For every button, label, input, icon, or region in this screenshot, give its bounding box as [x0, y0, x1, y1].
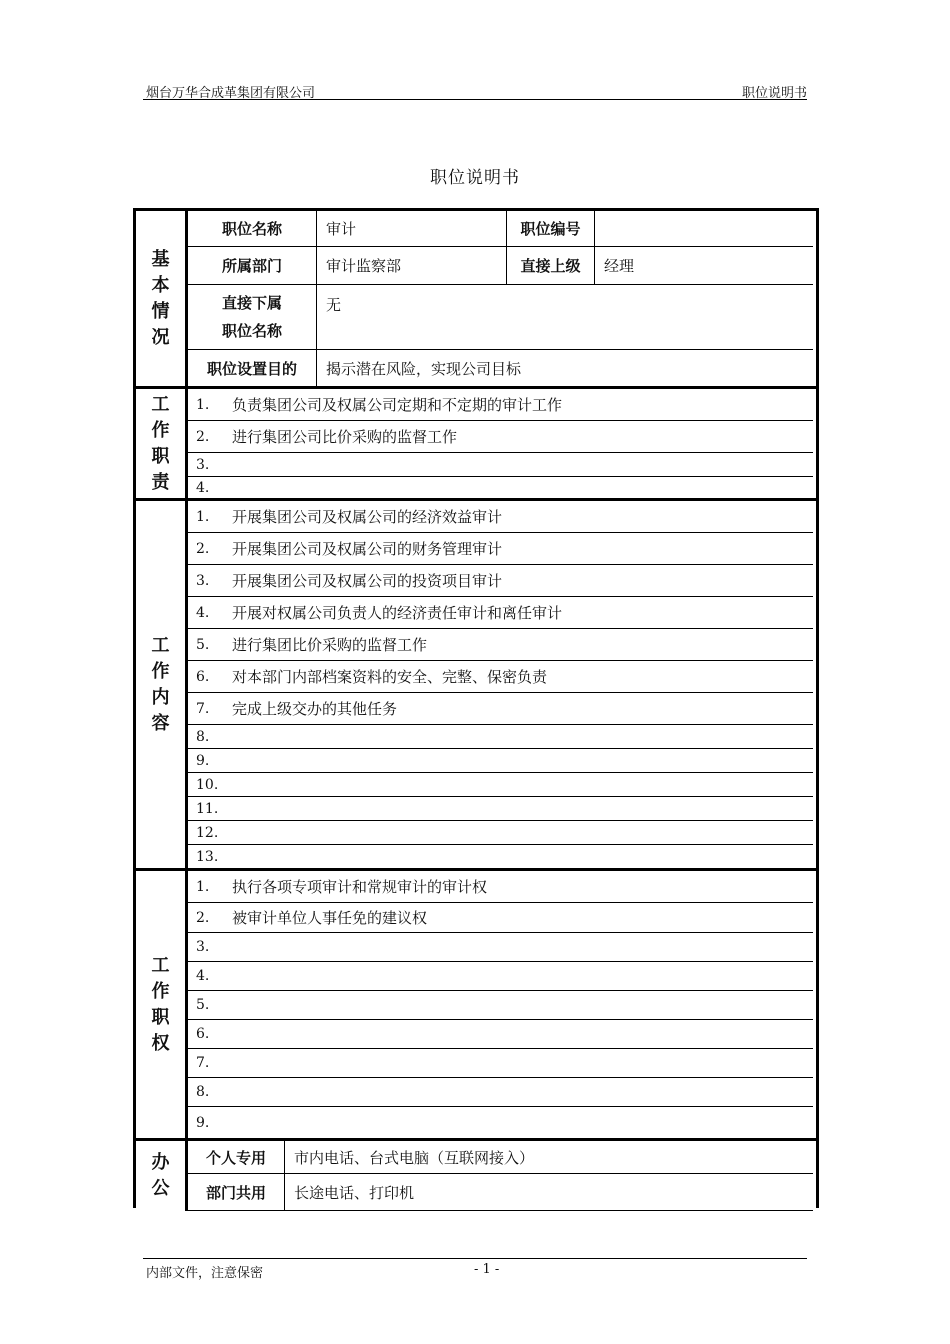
list-item: 11. — [188, 797, 813, 821]
personal-value: 市内电话、台式电脑（互联网接入） — [294, 1148, 535, 1167]
header-doc-type: 职位说明书 — [741, 86, 807, 101]
list-item: 6. — [188, 1020, 813, 1049]
footer-note: 内部文件，注意保密 — [146, 1266, 264, 1281]
list-item: 1. 执行各项专项审计和常规审计的审计权 — [188, 871, 813, 903]
footer-divider — [143, 1258, 807, 1259]
list-item: 1. 负责集团公司及权属公司定期和不定期的审计工作 — [188, 389, 813, 421]
list-item: 3. 开展集团公司及权属公司的投资项目审计 — [188, 565, 813, 597]
list-item: 2. 被审计单位人事任免的建议权 — [188, 903, 813, 933]
purpose-row — [188, 350, 813, 386]
list-item: 6. 对本部门内部档案资料的安全、完整、保密负责 — [188, 661, 813, 693]
office-shared-row — [188, 1174, 813, 1211]
header-company: 烟台万华合成革集团有限公司 — [146, 86, 316, 101]
job-description-table — [133, 208, 819, 1208]
office-section — [136, 1138, 816, 1211]
department-value: 审计监察部 — [317, 247, 507, 284]
list-item: 10. — [188, 773, 813, 797]
page-title: 职位说明书 — [430, 168, 520, 188]
work-content-side-label: 工作内容 — [136, 501, 188, 868]
list-item: 3. — [188, 453, 813, 477]
list-item: 9. — [196, 1114, 210, 1131]
list-item: 7. — [188, 1049, 813, 1078]
superior-value: 经理 — [604, 257, 635, 275]
subordinate-label: 直接下属 职位名称 — [188, 285, 317, 349]
basic-info-side-label: 基本情况 — [136, 211, 188, 386]
list-item: 4. — [188, 962, 813, 991]
list-item: 5. 进行集团比价采购的监督工作 — [188, 629, 813, 661]
subordinate-value: 无 — [326, 296, 342, 314]
position-name-label: 职位名称 — [188, 211, 317, 246]
list-item: 8. — [188, 725, 813, 749]
position-code-label: 职位编号 — [507, 211, 595, 246]
basic-info-section — [136, 211, 816, 386]
work-content-section — [136, 498, 816, 868]
office-side-label: 办公 — [136, 1141, 188, 1211]
list-item: 2. 开展集团公司及权属公司的财务管理审计 — [188, 533, 813, 565]
authority-section — [136, 868, 816, 1138]
subordinate-row — [188, 285, 813, 350]
list-item: 9. — [188, 749, 813, 773]
personal-label: 个人专用 — [188, 1141, 285, 1173]
list-item: 7. 完成上级交办的其他任务 — [188, 693, 813, 725]
purpose-label: 职位设置目的 — [188, 350, 317, 386]
page-number: - 1 - — [474, 1262, 500, 1277]
position-code-value — [595, 211, 813, 246]
list-item: 13. — [196, 848, 219, 865]
list-item: 8. — [188, 1078, 813, 1107]
position-name-row — [188, 211, 813, 247]
list-item: 3. — [188, 933, 813, 962]
duties-section — [136, 386, 816, 498]
office-personal-row — [188, 1141, 813, 1174]
list-item: 1. 开展集团公司及权属公司的经济效益审计 — [188, 501, 813, 533]
list-item: 2. 进行集团公司比价采购的监督工作 — [188, 421, 813, 453]
purpose-value: 揭示潜在风险，实现公司目标 — [326, 359, 522, 378]
list-item: 12. — [188, 821, 813, 845]
list-item: 4. — [196, 479, 210, 496]
shared-label: 部门共用 — [188, 1174, 285, 1210]
authority-side-label: 工作职权 — [136, 871, 188, 1138]
department-label: 所属部门 — [188, 247, 317, 284]
department-row — [188, 247, 813, 285]
position-name-value: 审计 — [317, 211, 507, 246]
list-item: 4. 开展对权属公司负责人的经济责任审计和离任审计 — [188, 597, 813, 629]
list-item: 5. — [188, 991, 813, 1020]
header-divider — [143, 99, 807, 100]
duties-side-label: 工作职责 — [136, 389, 188, 498]
superior-label: 直接上级 — [507, 247, 595, 284]
shared-value: 长途电话、打印机 — [294, 1183, 415, 1202]
